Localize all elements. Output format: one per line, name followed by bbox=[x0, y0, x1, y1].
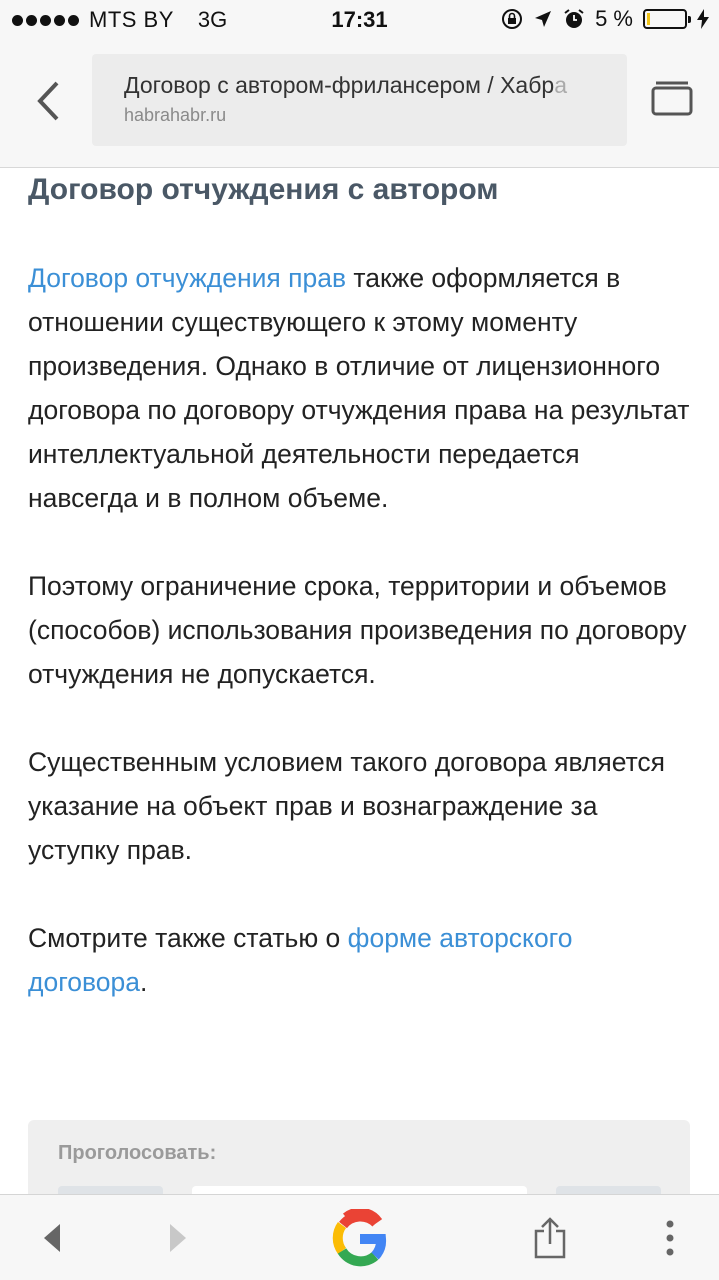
more-vert-icon bbox=[665, 1220, 675, 1256]
status-time: 17:31 bbox=[331, 7, 388, 32]
article-paragraph: Существенным условием такого договора является указание на объект прав и вознаграждение за уступку прав. bbox=[28, 747, 666, 865]
toolbar-forward-icon bbox=[168, 1224, 188, 1252]
article-paragraph: Смотрите также статью о форме авторского договора. bbox=[28, 923, 573, 997]
vote-label: Проголосовать: bbox=[58, 1142, 217, 1164]
link-author-contract-form[interactable]: форме авторского договора bbox=[28, 923, 573, 997]
share-icon bbox=[533, 1217, 567, 1259]
article-paragraph: Поэтому ограничение срока, территории и объемов (способов) использования произведения по договору отчуждения не допускается. bbox=[28, 571, 687, 689]
carrier-name: MTS BY bbox=[89, 7, 174, 32]
address-domain: habrahabr.ru bbox=[124, 105, 227, 125]
tabs-button[interactable] bbox=[651, 80, 693, 116]
address-page-title: Договор с автором-фрилансером / Хабра bbox=[124, 72, 567, 98]
bottom-toolbar bbox=[0, 1194, 719, 1280]
google-logo-icon bbox=[330, 1209, 388, 1267]
alarm-icon bbox=[563, 8, 585, 30]
tabs-icon bbox=[651, 80, 693, 116]
charging-bolt-icon bbox=[697, 9, 709, 29]
article-paragraph: Договор отчуждения прав также оформляется в отношении существующего к этому моменту произведения. Однако в отличие от лицензионного договора по договору отчуждения права на результат интеллектуальной деятельности передается навсегда и в полном объеме. bbox=[28, 263, 690, 513]
battery-percent: 5 % bbox=[595, 6, 633, 31]
toolbar-back-icon bbox=[42, 1224, 62, 1252]
browser-header bbox=[0, 40, 719, 168]
article-content bbox=[28, 168, 693, 1004]
article-heading: Договор отчуждения с автором bbox=[28, 173, 499, 206]
toolbar-forward-button[interactable] bbox=[146, 1195, 210, 1280]
orientation-lock-icon bbox=[501, 8, 523, 30]
status-bar bbox=[0, 0, 719, 40]
google-home-button[interactable] bbox=[322, 1195, 396, 1280]
address-bar[interactable] bbox=[92, 54, 627, 146]
more-menu-button[interactable] bbox=[640, 1195, 700, 1280]
share-button[interactable] bbox=[518, 1195, 582, 1280]
back-button[interactable] bbox=[28, 76, 68, 126]
back-chevron-icon bbox=[35, 80, 61, 122]
network-type: 3G bbox=[197, 7, 228, 32]
battery-icon bbox=[643, 9, 687, 29]
toolbar-back-button[interactable] bbox=[20, 1195, 84, 1280]
link-alienation-contract[interactable]: Договор отчуждения прав bbox=[28, 263, 347, 293]
location-arrow-icon bbox=[533, 9, 553, 29]
